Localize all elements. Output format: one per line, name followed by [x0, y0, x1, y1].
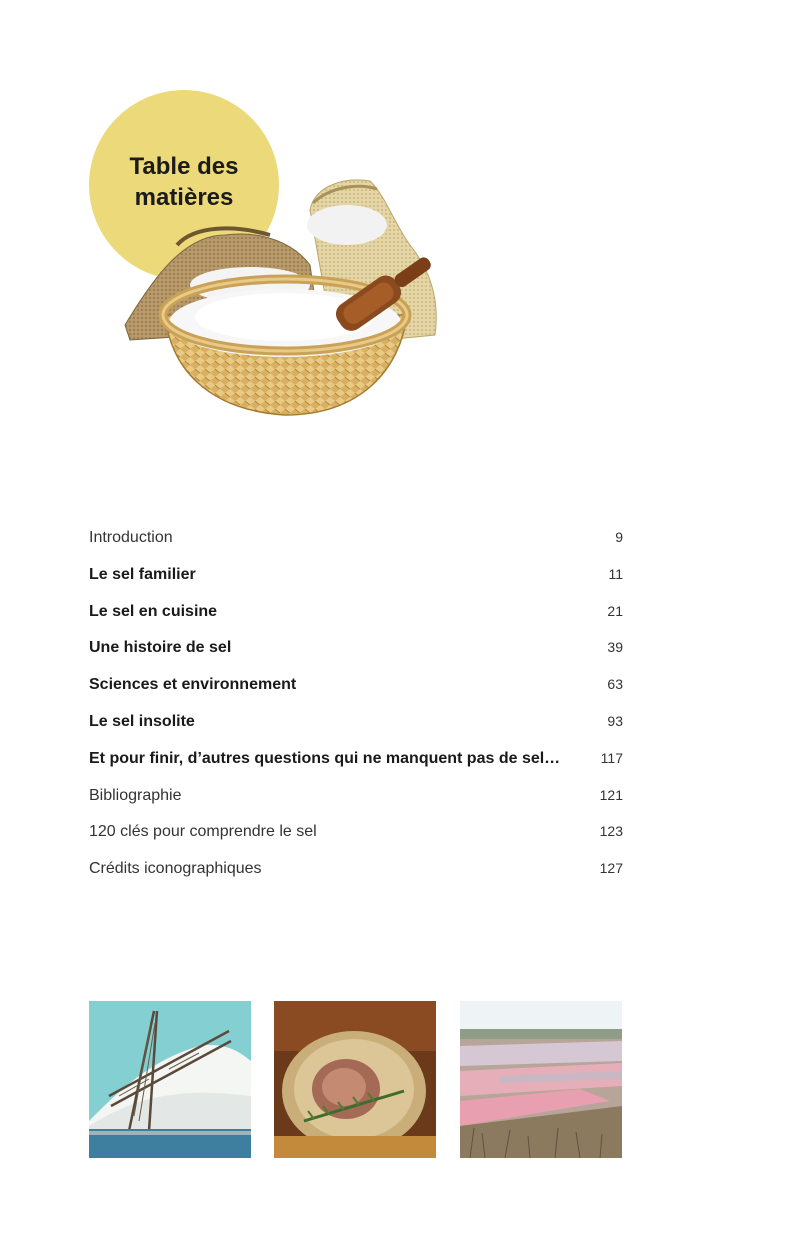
- toc-entry-label: Bibliographie: [89, 786, 182, 804]
- toc-entry-label: Une histoire de sel: [89, 639, 232, 657]
- salt-marsh-photo: [460, 1001, 622, 1158]
- toc-entry-label: Crédits iconographiques: [89, 860, 262, 878]
- toc-entry-page: 11: [608, 565, 623, 582]
- toc-entry-page: 127: [599, 860, 623, 877]
- toc-entry-page: 123: [599, 823, 623, 840]
- toc-entry-120-cles[interactable]: [89, 813, 623, 850]
- toc-entry-une-histoire-de-sel[interactable]: [89, 629, 623, 666]
- toc-entry-page: 9: [615, 529, 623, 545]
- toc-entry-sciences-et-environnement[interactable]: [89, 666, 623, 703]
- toc-entry-page: 117: [600, 749, 623, 766]
- toc-entry-introduction[interactable]: [89, 519, 623, 556]
- hero-illustration: [85, 85, 455, 425]
- toc-entry-label: Le sel familier: [89, 565, 196, 583]
- toc-entry-le-sel-insolite[interactable]: [89, 703, 623, 740]
- table-of-contents: [89, 519, 623, 887]
- toc-entry-page: 63: [607, 676, 623, 693]
- toc-entry-le-sel-en-cuisine[interactable]: [89, 593, 623, 630]
- toc-entry-et-pour-finir[interactable]: [89, 740, 623, 777]
- title-line-1: Table des: [129, 153, 239, 180]
- toc-entry-page: 39: [607, 639, 623, 656]
- toc-entry-page: 121: [599, 786, 623, 803]
- toc-entry-label: 120 clés pour comprendre le sel: [89, 823, 317, 841]
- toc-entry-le-sel-familier[interactable]: [89, 556, 623, 593]
- salt-crusted-roast-photo: [274, 1001, 436, 1158]
- toc-entry-page: 21: [607, 602, 623, 619]
- toc-entry-label: Le sel en cuisine: [89, 602, 218, 620]
- salt-mountain-conveyor-photo: [89, 1001, 251, 1158]
- toc-entry-bibliographie[interactable]: [89, 777, 623, 814]
- toc-entry-credits-iconographiques[interactable]: [89, 850, 623, 887]
- thumbnail-strip: [89, 1001, 623, 1158]
- toc-entry-label: Et pour finir, d’autres questions qui ne manquent pas de sel…: [89, 749, 561, 767]
- salt-basket-illustration: [85, 85, 455, 425]
- toc-entry-label: Le sel insolite: [89, 712, 195, 730]
- toc-entry-page: 93: [607, 712, 623, 729]
- toc-entry-label: Sciences et environnement: [89, 676, 297, 694]
- title-line-2: matières: [134, 184, 234, 211]
- toc-entry-label: Introduction: [89, 529, 173, 546]
